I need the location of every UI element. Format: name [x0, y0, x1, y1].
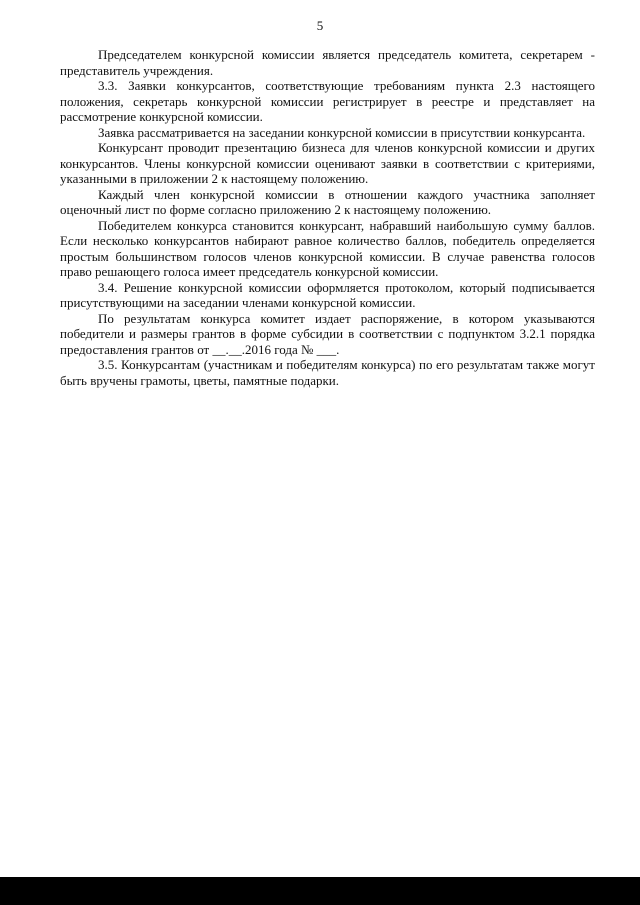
paragraph-committee-order: По результатам конкурса комитет издает распоряжение, в котором указываются победители и размеры грантов в форме субсидии в соответствии с подпунктом 3.2.1 порядка предоставления грантов от __.__.2016 года № ___.: [60, 310, 595, 357]
paragraph-business-presentation: Конкурсант проводит презентацию бизнеса для членов конкурсной комиссии и других конкурсантов. Члены конкурсной комиссии оценивают заявки в соответствии с критериями, указанными в приложении 2 к настоящему положению.: [60, 140, 595, 186]
paragraph-commission-chair: Председателем конкурсной комиссии является председатель комитета, секретарем - представитель учреждения.: [60, 47, 595, 78]
paragraph-evaluation-sheet: Каждый член конкурсной комиссии в отношении каждого участника заполняет оценочный лист по форме согласно приложению 2 к настоящему положению.: [60, 186, 595, 217]
document-body: [60, 47, 595, 388]
page-number: 5: [316, 18, 324, 33]
paragraph-winner-determination: Победителем конкурса становится конкурсант, набравший наибольшую сумму баллов. Если несколько конкурсантов набирают равное количество баллов, победитель определяется простым большинством голосов членов конкурсной комиссии. В случае равенства голосов право решающего голоса имеет председатель конкурсной комиссии.: [60, 217, 595, 279]
paragraph-application-review: Заявка рассматривается на заседании конкурсной комиссии в присутствии конкурсанта.: [98, 124, 586, 140]
scan-bottom-border: [0, 877, 640, 905]
paragraph-3-4-protocol: 3.4. Решение конкурсной комиссии оформляется протоколом, который подписывается присутствующими на заседании членами конкурсной комиссии.: [60, 279, 595, 310]
paragraph-3-5-awards: 3.5. Конкурсантам (участникам и победителям конкурса) по его результатам также могут быть вручены грамоты, цветы, памятные подарки.: [60, 357, 595, 388]
paragraph-3-3-applications: 3.3. Заявки конкурсантов, соответствующие требованиям пункта 2.3 настоящего положения, секретарь конкурсной комиссии регистрирует в реестре и представляет на рассмотрение конкурсной комиссии.: [60, 78, 595, 124]
